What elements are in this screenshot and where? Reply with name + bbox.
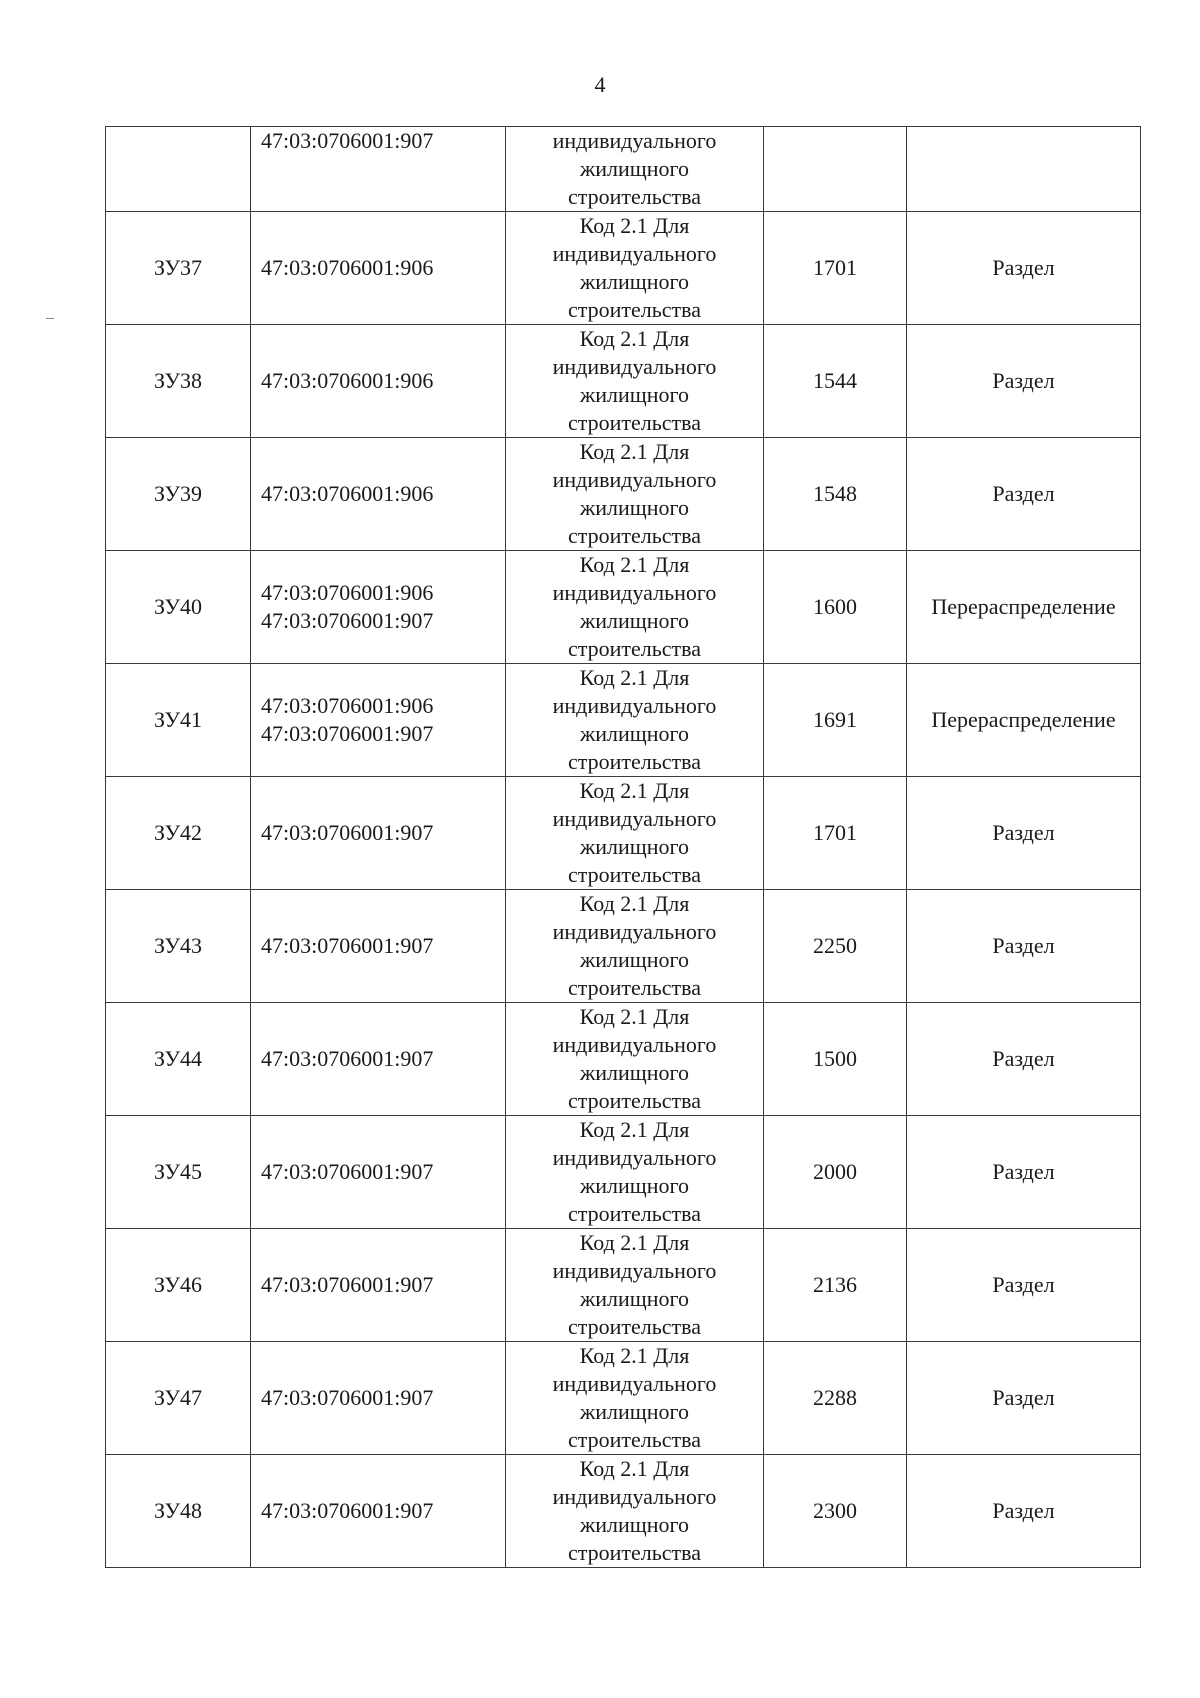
plot-id: ЗУ42 [153, 820, 203, 845]
permitted-use-line: Код 2.1 Для [579, 665, 690, 690]
permitted-use-line: жилищного [580, 947, 689, 972]
plot-id: ЗУ44 [153, 1046, 203, 1071]
formation-method: Раздел [992, 1498, 1055, 1523]
table-body [106, 127, 1141, 1568]
plot-id: ЗУ40 [153, 594, 203, 619]
permitted-use-line: Код 2.1 Для [579, 891, 690, 916]
plot-id: ЗУ48 [153, 1498, 203, 1523]
cadastral-number: 47:03:0706001:906 [261, 368, 434, 393]
cadastral-number-cell [251, 664, 506, 777]
formation-method-cell [907, 1342, 1141, 1455]
area-value: 2288 [813, 1385, 857, 1410]
area-value: 1600 [813, 594, 857, 619]
area-value: 2300 [813, 1498, 857, 1523]
permitted-use-line: жилищного [580, 1512, 689, 1537]
plot-id-cell [106, 1003, 251, 1116]
cadastral-number: 47:03:0706001:906 [261, 255, 434, 280]
formation-method: Раздел [992, 933, 1055, 958]
area-cell [764, 438, 907, 551]
permitted-use-cell [506, 212, 764, 325]
cadastral-number: 47:03:0706001:907 [261, 1498, 434, 1523]
permitted-use-line: строительства [567, 1088, 702, 1113]
table-row [106, 212, 1141, 325]
permitted-use-line: индивидуального [552, 1484, 717, 1509]
permitted-use-line: индивидуального [552, 693, 717, 718]
permitted-use-line: Код 2.1 Для [579, 1456, 690, 1481]
area-cell [764, 325, 907, 438]
permitted-use-line: строительства [567, 862, 702, 887]
formation-method-cell [907, 1116, 1141, 1229]
permitted-use-line: индивидуального [552, 580, 717, 605]
cadastral-number: 47:03:0706001:907 [261, 820, 434, 845]
permitted-use-cell [506, 890, 764, 1003]
permitted-use-line: строительства [567, 523, 702, 548]
area-cell [764, 212, 907, 325]
permitted-use-line: Код 2.1 Для [579, 1004, 690, 1029]
plot-id-cell [106, 551, 251, 664]
permitted-use-line: Код 2.1 Для [579, 1117, 690, 1142]
permitted-use-line: индивидуального [552, 128, 717, 153]
permitted-use-cell [506, 1229, 764, 1342]
formation-method: Перераспределение [931, 707, 1116, 732]
formation-method-cell [907, 438, 1141, 551]
permitted-use-line: жилищного [580, 1286, 689, 1311]
permitted-use-line: индивидуального [552, 806, 717, 831]
permitted-use-line: жилищного [580, 269, 689, 294]
scan-speck [46, 318, 54, 319]
permitted-use-line: индивидуального [552, 467, 717, 492]
area-value: 1701 [813, 255, 857, 280]
formation-method: Раздел [992, 255, 1055, 280]
page-number: 4 [594, 72, 606, 97]
plot-id-cell [106, 438, 251, 551]
permitted-use-cell [506, 325, 764, 438]
table-row [106, 1342, 1141, 1455]
formation-method: Раздел [992, 1272, 1055, 1297]
area-value: 1691 [813, 707, 857, 732]
cadastral-number: 47:03:0706001:907 [261, 1046, 434, 1071]
plot-id-cell [106, 664, 251, 777]
permitted-use-line: индивидуального [552, 1145, 717, 1170]
table-row [106, 1455, 1141, 1568]
permitted-use-line: жилищного [580, 608, 689, 633]
permitted-use-line: Код 2.1 Для [579, 439, 690, 464]
permitted-use-line: строительства [567, 1427, 702, 1452]
area-value: 1701 [813, 820, 857, 845]
cadastral-number: 47:03:0706001:906 [261, 481, 434, 506]
area-cell [764, 1116, 907, 1229]
permitted-use-line: строительства [567, 1201, 702, 1226]
cadastral-number: 47:03:0706001:907 [261, 608, 434, 633]
table-row [106, 664, 1141, 777]
permitted-use-line: Код 2.1 Для [579, 1230, 690, 1255]
permitted-use-line: жилищного [580, 834, 689, 859]
table-row [106, 1003, 1141, 1116]
area-value: 2136 [813, 1272, 857, 1297]
cadastral-number-cell [251, 890, 506, 1003]
formation-method: Раздел [992, 1385, 1055, 1410]
cadastral-number: 47:03:0706001:907 [261, 1159, 434, 1184]
permitted-use-line: жилищного [580, 721, 689, 746]
formation-method-cell [907, 777, 1141, 890]
permitted-use-cell [506, 1342, 764, 1455]
table-row [106, 1116, 1141, 1229]
formation-method-cell [907, 325, 1141, 438]
plot-id: ЗУ39 [153, 481, 203, 506]
formation-method-cell [907, 551, 1141, 664]
cadastral-number: 47:03:0706001:907 [261, 1385, 434, 1410]
permitted-use-line: жилищного [580, 382, 689, 407]
permitted-use-line: строительства [567, 636, 702, 661]
permitted-use-cell [506, 1003, 764, 1116]
cadastral-number-cell [251, 1455, 506, 1568]
permitted-use-line: жилищного [580, 1399, 689, 1424]
plot-id: ЗУ43 [153, 933, 203, 958]
permitted-use-line: строительства [567, 1540, 702, 1565]
plot-id-cell [106, 777, 251, 890]
table-row [106, 127, 1141, 212]
cadastral-number-cell [251, 1003, 506, 1116]
cadastral-number-cell [251, 1229, 506, 1342]
area-cell [764, 1229, 907, 1342]
permitted-use-cell [506, 1455, 764, 1568]
permitted-use-cell [506, 551, 764, 664]
permitted-use-line: жилищного [580, 1173, 689, 1198]
area-cell [764, 127, 907, 212]
table-row [106, 325, 1141, 438]
plot-id: ЗУ47 [153, 1385, 203, 1410]
plot-id: ЗУ45 [153, 1159, 203, 1184]
area-cell [764, 1342, 907, 1455]
formation-method-cell [907, 1003, 1141, 1116]
plot-id-cell [106, 1455, 251, 1568]
permitted-use-line: строительства [567, 1314, 702, 1339]
plot-id-cell [106, 890, 251, 1003]
plot-id: ЗУ41 [153, 707, 203, 732]
area-cell [764, 1455, 907, 1568]
area-value: 2000 [813, 1159, 857, 1184]
cadastral-number: 47:03:0706001:907 [261, 1272, 434, 1297]
permitted-use-cell [506, 1116, 764, 1229]
area-cell [764, 1003, 907, 1116]
cadastral-number-cell [251, 438, 506, 551]
formation-method-cell [907, 664, 1141, 777]
formation-method-cell [907, 1229, 1141, 1342]
area-value: 1500 [813, 1046, 857, 1071]
cadastral-number: 47:03:0706001:906 [261, 693, 434, 718]
formation-method-cell [907, 127, 1141, 212]
plot-id-cell [106, 127, 251, 212]
plot-id: ЗУ38 [153, 368, 203, 393]
permitted-use-line: индивидуального [552, 354, 717, 379]
permitted-use-cell [506, 664, 764, 777]
cadastral-number-cell [251, 551, 506, 664]
land-plots-table [105, 126, 1141, 1568]
table-row [106, 1229, 1141, 1342]
permitted-use-line: жилищного [580, 495, 689, 520]
formation-method-cell [907, 212, 1141, 325]
permitted-use-line: Код 2.1 Для [579, 1343, 690, 1368]
cadastral-number-cell [251, 127, 506, 212]
cadastral-number: 47:03:0706001:907 [261, 128, 434, 153]
table-row [106, 551, 1141, 664]
permitted-use-line: индивидуального [552, 1032, 717, 1057]
formation-method-cell [907, 1455, 1141, 1568]
permitted-use-line: индивидуального [552, 1371, 717, 1396]
permitted-use-line: строительства [567, 410, 702, 435]
permitted-use-line: Код 2.1 Для [579, 778, 690, 803]
cadastral-number: 47:03:0706001:906 [261, 580, 434, 605]
cadastral-number-cell [251, 1116, 506, 1229]
permitted-use-cell [506, 777, 764, 890]
permitted-use-line: жилищного [580, 156, 689, 181]
area-value: 2250 [813, 933, 857, 958]
permitted-use-line: индивидуального [552, 919, 717, 944]
plot-id: ЗУ37 [153, 255, 203, 280]
cadastral-number-cell [251, 325, 506, 438]
permitted-use-line: строительства [567, 184, 702, 209]
plot-id-cell [106, 212, 251, 325]
permitted-use-cell [506, 438, 764, 551]
table-row [106, 777, 1141, 890]
formation-method: Раздел [992, 1046, 1055, 1071]
permitted-use-line: индивидуального [552, 241, 717, 266]
permitted-use-cell [506, 127, 764, 212]
formation-method: Раздел [992, 368, 1055, 393]
formation-method-cell [907, 890, 1141, 1003]
cadastral-number-cell [251, 777, 506, 890]
plot-id-cell [106, 325, 251, 438]
area-value: 1544 [813, 368, 857, 393]
cadastral-number-cell [251, 212, 506, 325]
plot-id-cell [106, 1229, 251, 1342]
cadastral-number: 47:03:0706001:907 [261, 933, 434, 958]
formation-method: Раздел [992, 1159, 1055, 1184]
permitted-use-line: строительства [567, 297, 702, 322]
formation-method: Раздел [992, 481, 1055, 506]
area-cell [764, 551, 907, 664]
area-cell [764, 890, 907, 1003]
cadastral-number-cell [251, 1342, 506, 1455]
area-value: 1548 [813, 481, 857, 506]
area-cell [764, 777, 907, 890]
formation-method: Раздел [992, 820, 1055, 845]
permitted-use-line: Код 2.1 Для [579, 552, 690, 577]
permitted-use-line: строительства [567, 749, 702, 774]
permitted-use-line: Код 2.1 Для [579, 213, 690, 238]
table-row [106, 438, 1141, 551]
permitted-use-line: Код 2.1 Для [579, 326, 690, 351]
plot-id-cell [106, 1116, 251, 1229]
permitted-use-line: строительства [567, 975, 702, 1000]
plot-id-cell [106, 1342, 251, 1455]
permitted-use-line: жилищного [580, 1060, 689, 1085]
plot-id: ЗУ46 [153, 1272, 203, 1297]
cadastral-number: 47:03:0706001:907 [261, 721, 434, 746]
area-cell [764, 664, 907, 777]
permitted-use-line: индивидуального [552, 1258, 717, 1283]
table-row [106, 890, 1141, 1003]
formation-method: Перераспределение [931, 594, 1116, 619]
